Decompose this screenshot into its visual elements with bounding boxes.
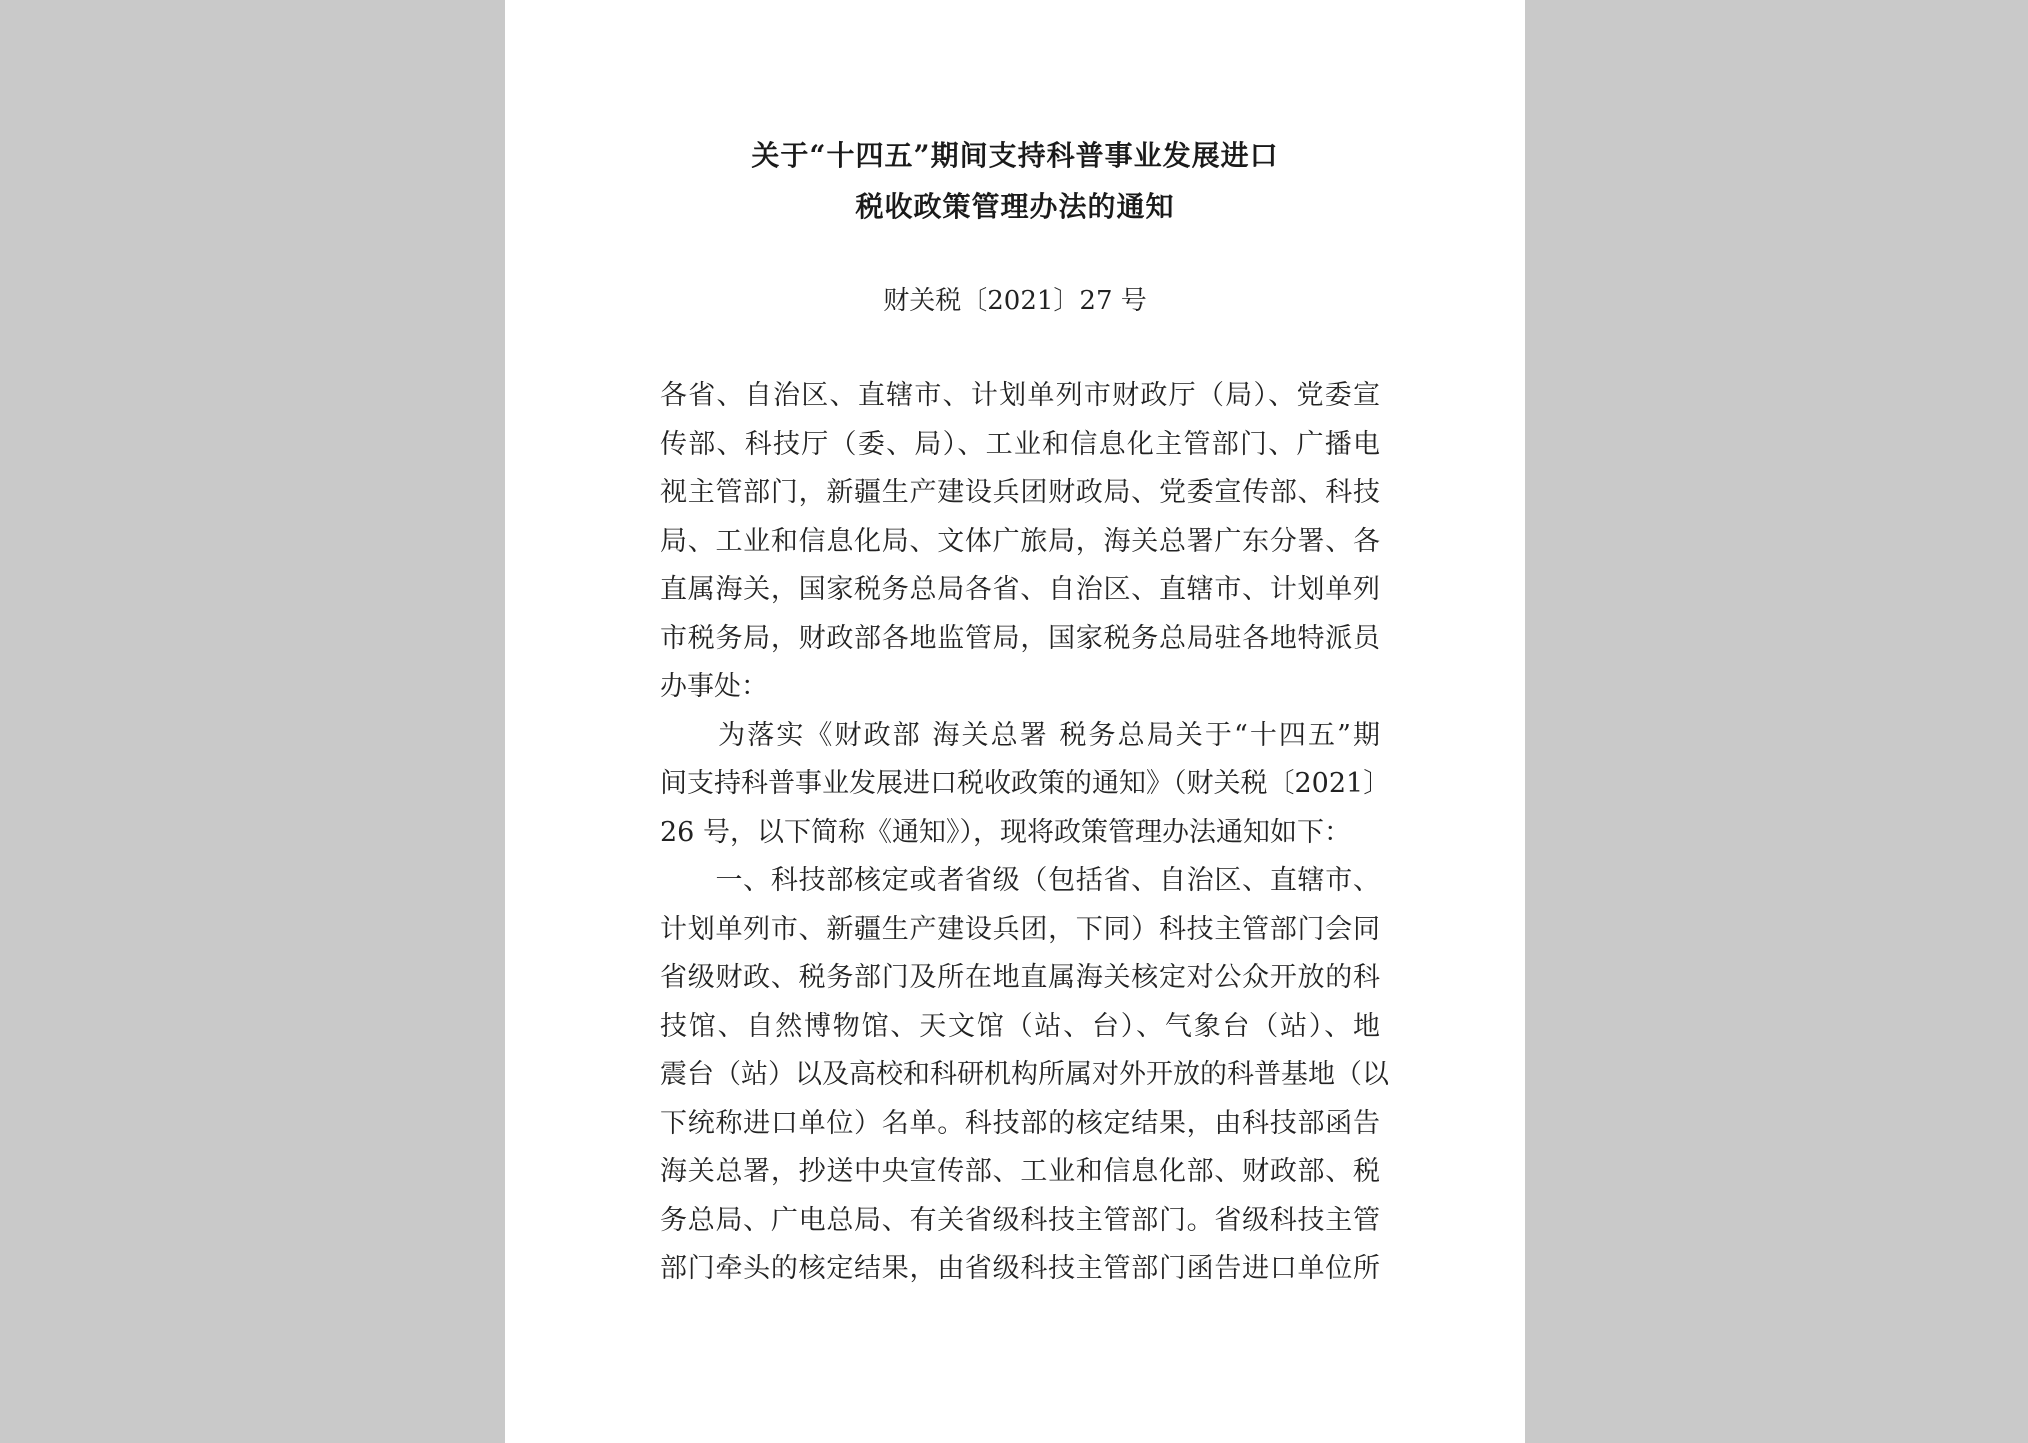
document-title-line-2: 税收政策管理办法的通知 — [855, 190, 1175, 223]
body-text-line: 海关总署，抄送中央宣传部、工业和信息化部、财政部、税 — [660, 1156, 1380, 1187]
document-title-line-1: 关于“十四五”期间支持科普事业发展进口 — [751, 139, 1279, 172]
body-text-line: 为落实《财政部 海关总署 税务总局关于“十四五”期 — [660, 719, 1380, 751]
body-text-line: 间支持科普事业发展进口税收政策的通知》（财关税〔2021〕 — [660, 768, 1391, 799]
body-text-line: 传部、科技厅（委、局）、工业和信息化主管部门、广播电 — [660, 428, 1380, 460]
body-text-line: 一、科技部核定或者省级（包括省、自治区、直辖市、 — [660, 865, 1380, 896]
body-text-line: 省级财政、税务部门及所在地直属海关核定对公众开放的科 — [660, 962, 1380, 993]
document-body — [660, 372, 1391, 1294]
body-text-line: 震台（站）以及高校和科研机构所属对外开放的科普基地（以 — [660, 1059, 1389, 1090]
body-text-line: 局、工业和信息化局、文体广旅局，海关总署广东分署、各 — [660, 525, 1380, 557]
body-text-line: 视主管部门，新疆生产建设兵团财政局、党委宣传部、科技 — [660, 477, 1380, 508]
body-text-line: 部门牵头的核定结果，由省级科技主管部门函告进口单位所 — [660, 1253, 1380, 1284]
body-text-line: 直属海关，国家税务总局各省、自治区、直辖市、计划单列 — [660, 574, 1380, 605]
body-text-line: 各省、自治区、直辖市、计划单列市财政厅（局）、党委宣 — [660, 380, 1380, 411]
body-text-line: 26 号，以下简称《通知》），现将政策管理办法通知如下： — [660, 816, 1351, 848]
body-text-line: 下统称进口单位）名单。科技部的核定结果，由科技部函告 — [660, 1107, 1380, 1139]
body-text-line: 计划单列市、新疆生产建设兵团，下同）科技主管部门会同 — [660, 913, 1380, 945]
body-text-line: 务总局、广电总局、有关省级科技主管部门。省级科技主管 — [660, 1204, 1380, 1236]
body-text-line: 技馆、自然博物馆、天文馆（站、台）、气象台（站）、地 — [660, 1010, 1380, 1042]
document-page — [505, 0, 1525, 1443]
body-text-line: 办事处： — [660, 671, 768, 702]
document-number: 财关税〔2021〕27 号 — [883, 286, 1147, 316]
body-text-line: 市税务局，财政部各地监管局，国家税务总局驻各地特派员 — [660, 622, 1380, 654]
